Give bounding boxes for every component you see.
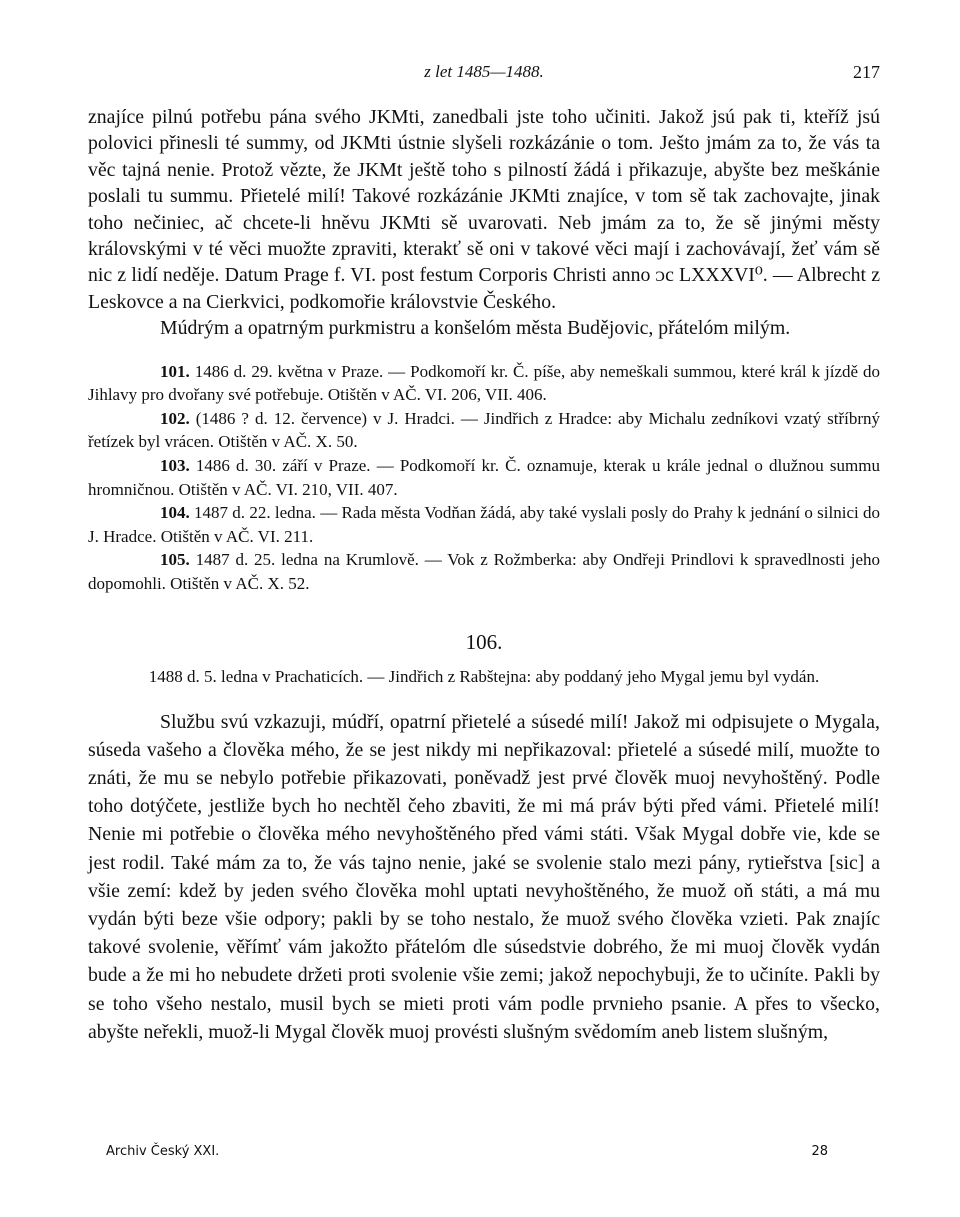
regest-text: (1486 ? d. 12. července) v J. Hradci. — Jindřich z Hradce: aby Michalu zedníkovi vzatý stříbrný řetízek byl vrácen. Otištěn v AČ. X. 50. [88, 408, 880, 452]
regest-number: 105. [160, 550, 190, 570]
regest-item [88, 501, 880, 548]
sheet-number: 28 [811, 1144, 828, 1159]
regest-text: 1486 d. 29. května v Praze. — Podkomoří kr. Č. píše, aby nemeškali summou, které král k jízdě do Jihlavy pro dvořany své potřebuje. Otištěn v AČ. VI. 206, VII. 406. [88, 361, 880, 405]
page-header [88, 58, 880, 92]
regest-number: 104. [160, 503, 190, 523]
regest-number: 101. [160, 361, 190, 381]
regest-text: 1486 d. 30. září v Praze. — Podkomoří kr. Č. oznamuje, kterak u krále jednal o dlužnou summu hromničnou. Otištěn v AČ. VI. 210, VII. 407. [88, 456, 880, 499]
regest-number: 103. [160, 456, 190, 476]
regest-item [88, 360, 880, 407]
letter-end-body: znajíce pilnú potřebu pána svého JKMti, zanedbali jste toho učiniti. Jakož jsú pak ti, kteříž jsú polovici přinesli té summy, od JKMti ústnie slyšeli rozkázánie o tom. Ješto jmám za to, že vás ta věc tajná nenie. Protož vězte, že JKMt ještě toho s pilností žádá i přikazuje, abyšte bez meškánie poslali tu summu. Přietelé milí! Takové rozkázánie JKMti znajíce, v tom sě tak zachovajte, jinak toho nečiniec, ač chcete-li hněvu JKMti sě uvarovati. Neb jmám za to, že sě jinými městy královskými v té věci muožte zpraviti, kterakť sě oni v takové věci mají i zachovávají, žeť vám sě nic z lidí neděje. Datum Prage f. VI. post festum Corporis Christi anno ᴐc LXXXVI⁰. — Albrecht z Leskovce a na Cierkvici, podkomořie královstvie Českého. [88, 106, 880, 313]
letter-address: Múdrým a opatrným purkmistru a konšelóm města Budějovic, přátelóm milým. [160, 317, 791, 340]
regest-text: 1487 d. 25. ledna na Krumlově. — Vok z Rožmberka: aby Ondřeji Prindlovi k spravedlnosti jeho dopomohli. Otištěn v AČ. X. 52. [88, 550, 880, 593]
regest-item [88, 454, 880, 501]
document-summary: 1488 d. 5. ledna v Prachaticích. — Jindřich z Rabštejna: aby poddaný jeho Mygal jemu byl vydán. [148, 666, 820, 686]
document-body: Službu svú vzkazuji, múdří, opatrní přietelé a súsedé milí! Jakož mi odpisujete o Mygala, súseda vašeho a člověka mého, že se jest nikdy mi nepřikazoval: přietelé a súsedé milí, muožte to znáti, že mu se nebylo potřebie přikazovati, poněvadž jest prvé člověk muoj nevyhoštěný. Podle toho dotýčete, jestliže bych ho nechtěl čeho zbaviti, že mi má práv býti před vámi. Přietelé milí! Nenie mi potřebie o člověka mého nevyhoštěného před vámi státi. Však Mygal dobře vie, kde se jest rodil. Také mám za to, že vás tajno nenie, jaké se svolenie stalo mezi pány, rytieřstva [sic] a všie zemí: kdež by jeden svého člověka mohl uptati nevyhoštěného, že muož oň státi, a má mu vydán býti beze všie odpory; pakli by se toho nestalo, že muož svého člověka vzieti. Pak znajíc takové svolenie, věřímť vám jakožto přátelóm dle súsedstvie dobrého, že mi muoj člověk vydán bude a že mi ho nebudete držeti proti svolenie všie zemi; jakož nepochybuji, že to učiníte. Pakli by se toho všeho nestalo, musil bych se mieti proti vám podle prvnieho psanie. A přes to všecko, abyšte neřekli, muož-li Mygal člověk muoj provésti slušným svědomím aneb listem slušným, [88, 710, 880, 1043]
regest-list [88, 360, 880, 596]
running-title: z let 1485—1488. [424, 62, 544, 81]
regest-text: 1487 d. 22. ledna. — Rada města Vodňan žádá, aby také vyslali posly do Prahy k jednání o silnici do J. Hradce. Otištěn v AČ. VI. 211. [88, 503, 880, 546]
regest-item [88, 548, 880, 595]
footer-signature: Archiv Český XXI. [106, 1144, 220, 1159]
regest-number: 102. [160, 408, 190, 428]
document-number: 106. [465, 629, 503, 654]
regest-item [88, 407, 880, 454]
page-number: 217 [853, 62, 880, 82]
page [88, 58, 880, 1046]
